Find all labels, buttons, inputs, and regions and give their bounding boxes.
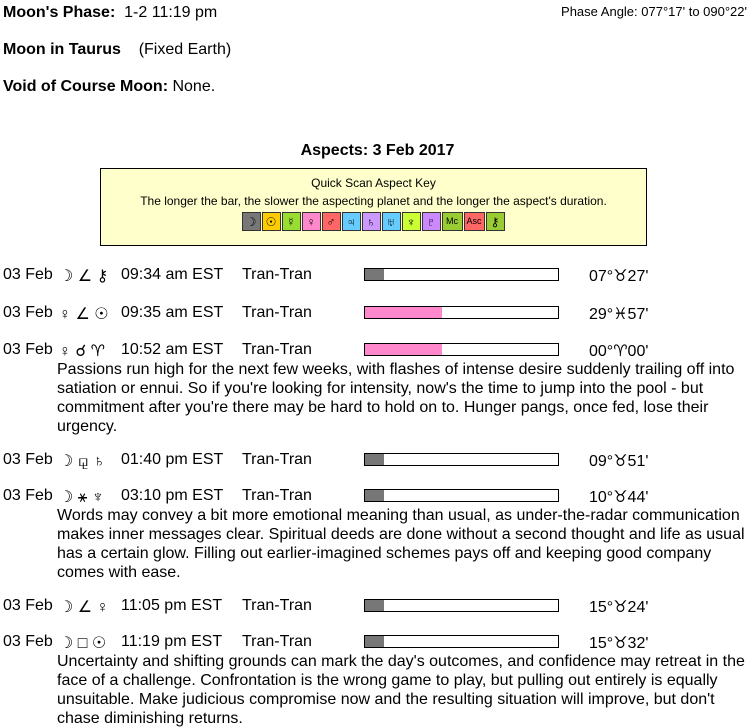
void-value: None. — [172, 78, 216, 95]
aspect-date: 03 Feb — [3, 341, 53, 358]
aspect-glyphs: ☽ ∠ ⚷ — [59, 268, 109, 285]
duration-bar-fill — [365, 307, 442, 318]
key-glyph-icon: Mc — [442, 212, 463, 231]
void-label: Void of Course Moon: — [3, 78, 169, 95]
aspects-title: Aspects: 3 Feb 2017 — [300, 142, 455, 159]
aspect-description: Uncertainty and shifting grounds can mark the day's outcomes, and confidence may retreat in the face of a challenge. Confrontation is the wrong game to play, but pulling out entirely is equally unsuitable. Make judicious compromise now and the resulting situation will improve, but don't chase diminishing returns. — [57, 653, 745, 727]
duration-bar — [364, 268, 559, 281]
key-glyph-icon: ♃ — [342, 212, 361, 231]
duration-bar — [364, 453, 559, 466]
aspect-time: 09:34 am EST — [121, 266, 224, 283]
aspect-glyphs: ♀ ☌ ♈ — [59, 343, 105, 360]
moon-phase-value: 1-2 11:19 pm — [124, 4, 218, 21]
key-glyph-icon: ⚷ — [486, 212, 505, 231]
aspect-glyphs: ☽ ⚼ ♄ — [59, 453, 106, 470]
moon-phase-label: Moon's Phase: — [3, 4, 116, 21]
void-of-course-line — [3, 78, 215, 96]
aspect-glyphs: ☽ □ ☉ — [59, 635, 107, 652]
duration-bar-fill — [365, 454, 384, 465]
aspect-date: 03 Feb — [3, 304, 53, 321]
moon-sign-value: (Fixed Earth) — [138, 41, 232, 58]
aspect-date: 03 Feb — [3, 597, 53, 614]
aspect-position: 15°♉24' — [589, 599, 649, 616]
key-glyph-icon: ☉ — [262, 212, 281, 231]
aspect-type: Tran-Tran — [242, 266, 312, 283]
duration-bar-fill — [365, 636, 384, 647]
duration-bar — [364, 635, 559, 648]
aspect-key-glyphs — [101, 212, 646, 231]
aspect-type: Tran-Tran — [242, 487, 312, 504]
key-glyph-icon: ♅ — [382, 212, 401, 231]
moon-phase-line — [3, 4, 217, 22]
aspect-position: 29°♓57' — [589, 306, 649, 323]
aspect-position: 07°♉27' — [589, 268, 649, 285]
aspect-time: 11:19 pm EST — [121, 633, 223, 650]
aspect-description: Words may convey a bit more emotional meaning than usual, as under-the-radar communication makes inner messages clear. Spiritual deeds are done without a second thought and life as usual has a certain glow. Filling out earlier-imagined schemes pays off and keeping good company comes with ease. — [57, 507, 745, 581]
aspect-type: Tran-Tran — [242, 341, 312, 358]
key-glyph-icon: Asc — [464, 212, 485, 231]
aspect-key-title: Quick Scan Aspect Key — [311, 176, 436, 190]
duration-bar — [364, 343, 559, 356]
duration-bar — [364, 599, 559, 612]
aspect-position: 15°♉32' — [589, 635, 649, 652]
phase-angle: Phase Angle: 077°17' to 090°22' — [561, 4, 747, 19]
key-glyph-icon: ☿ — [282, 212, 301, 231]
aspect-key-box — [100, 168, 647, 246]
moon-sign-label: Moon in Taurus — [3, 41, 121, 58]
key-glyph-icon: ♂ — [322, 212, 341, 231]
aspect-type: Tran-Tran — [242, 304, 312, 321]
aspect-time: 10:52 am EST — [121, 341, 224, 358]
aspect-date: 03 Feb — [3, 451, 53, 468]
key-glyph-icon: ♆ — [402, 212, 421, 231]
aspect-position: 09°♉51' — [589, 453, 649, 470]
aspect-time: 03:10 pm EST — [121, 487, 224, 504]
aspect-key-subtitle: The longer the bar, the slower the aspecting planet and the longer the aspect's duration. — [140, 194, 607, 208]
aspect-glyphs: ♀ ∠ ☉ — [59, 306, 109, 323]
key-glyph-icon: ♇ — [422, 212, 441, 231]
aspect-type: Tran-Tran — [242, 633, 312, 650]
aspect-glyphs: ☽ ∠ ♀ — [59, 599, 109, 616]
duration-bar-fill — [365, 269, 384, 280]
duration-bar-fill — [365, 600, 384, 611]
duration-bar-fill — [365, 490, 384, 501]
duration-bar — [364, 306, 559, 319]
aspect-time: 11:05 pm EST — [121, 597, 223, 614]
key-glyph-icon: ♀ — [302, 212, 321, 231]
aspect-description: Passions run high for the next few weeks, with flashes of intense desire suddenly trailing off into satiation or ennui. So if you're looking for intensity, now's the time to jump into the pool - but commitment after you're there may be hard to hold on to. Hunger pangs, once fed, lose their urgency. — [57, 361, 735, 435]
aspect-date: 03 Feb — [3, 633, 53, 650]
duration-bar — [364, 489, 559, 502]
aspect-time: 01:40 pm EST — [121, 451, 224, 468]
aspect-type: Tran-Tran — [242, 597, 312, 614]
key-glyph-icon: ☽ — [242, 212, 261, 231]
aspect-date: 03 Feb — [3, 266, 53, 283]
key-glyph-icon: ♄ — [362, 212, 381, 231]
aspect-date: 03 Feb — [3, 487, 53, 504]
aspect-position: 10°♉44' — [589, 489, 649, 506]
aspect-time: 09:35 am EST — [121, 304, 224, 321]
duration-bar-fill — [365, 344, 442, 355]
aspect-type: Tran-Tran — [242, 451, 312, 468]
moon-sign-line — [3, 41, 231, 59]
aspect-position: 00°♈00' — [589, 343, 649, 360]
aspect-glyphs: ☽ ⚹ ♆ — [59, 489, 104, 506]
